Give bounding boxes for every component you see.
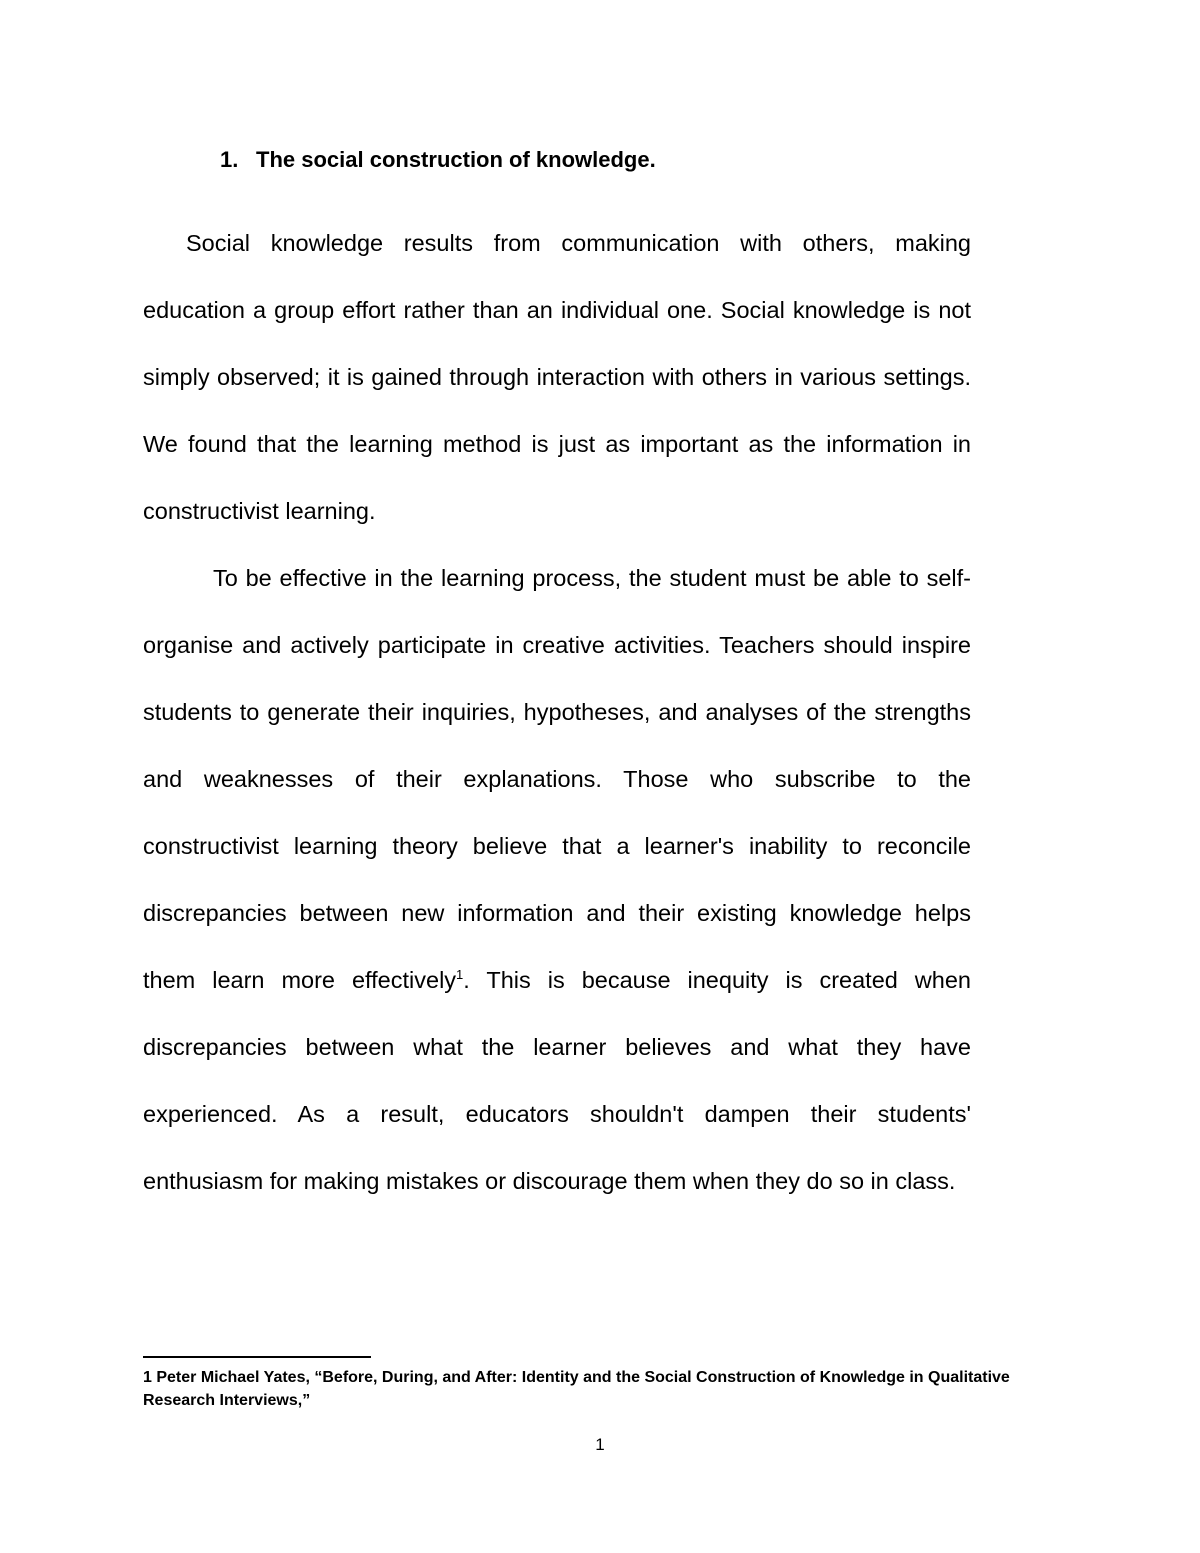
paragraph-1: Social knowledge results from communication with others, making education a group effort rather than an individual one. Social knowledge is not simply observed; it is gained through interaction with others in various settings. We found that the learning method is just as important as the information in constructivist learning. [143, 230, 971, 524]
footnote-reference: 1 [456, 967, 464, 983]
section-number: 1. [220, 147, 239, 172]
footnote-separator [143, 1356, 371, 1358]
page-number: 1 [595, 1435, 605, 1454]
section-title: The social construction of knowledge. [256, 147, 656, 172]
paragraph-2-after-ref: . This is because inequity is created when discrepancies between what the learner believes and what they have experienced. As a result, educators shouldn't dampen their students' enthusiasm for making mistakes or discourage them when they do so in class. [143, 967, 971, 1194]
body-text [143, 210, 971, 1215]
paragraph-2 [143, 545, 971, 1215]
paragraph-2-before-ref: To be effective in the learning process, the student must be able to self-organise and actively participate in creative activities. Teachers should inspire students to generate their inquiries, hypotheses, and analyses of the strengths and weaknesses of their explanations. Those who subscribe to the constructivist learning theory believe that a learner's inability to reconcile discrepancies between new information and their existing knowledge helps them learn more effectively [143, 565, 971, 993]
footnote: 1 Peter Michael Yates, “Before, During, and After: Identity and the Social Construction of Knowledge in Qualitative Research Interviews,” [143, 1369, 1010, 1409]
section-heading [220, 145, 656, 175]
